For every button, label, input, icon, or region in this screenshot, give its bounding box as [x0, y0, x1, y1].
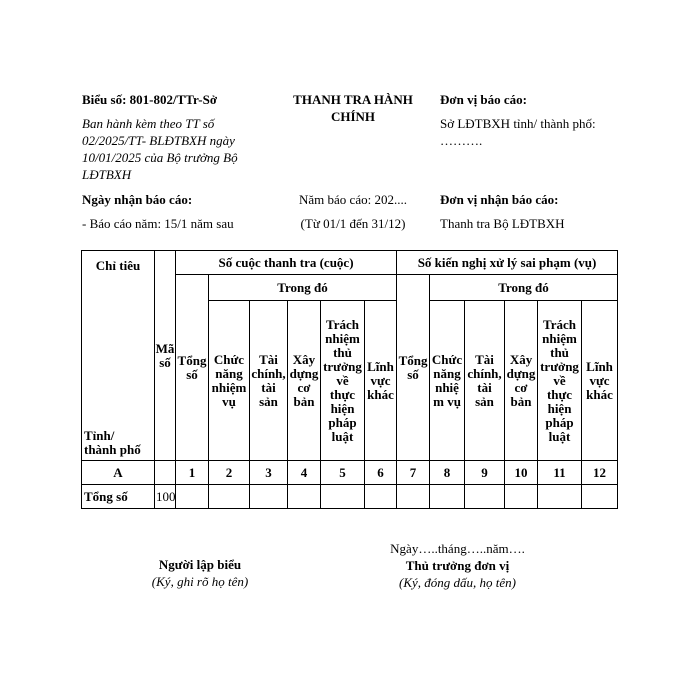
receive-date-label: Ngày nhận báo cáo: [82, 192, 193, 207]
subcolumn-header-line: năng [215, 365, 243, 381]
subcolumn-header-line: Xây [292, 351, 316, 367]
subcolumn-header-line: Lĩnh [586, 358, 613, 374]
subcolumn-header-line: nhiệm [542, 330, 577, 346]
province-label-line: Tỉnh/ [84, 428, 115, 443]
reporting-unit-label: Đơn vị báo cáo: [440, 92, 528, 107]
subcolumn-header-line: hiện [330, 400, 355, 416]
total-header-line: số [186, 366, 198, 382]
subcolumn-header-line: nhiệm [211, 379, 247, 395]
subcolumn-header-line: tài [477, 379, 492, 395]
total-cell [250, 485, 288, 509]
recommendations-subgroup-header: Trong đó [430, 275, 618, 301]
subcolumn-header-line: năng [433, 365, 461, 381]
subcolumn-header-line: Trách [543, 316, 576, 332]
head-note: (Ký, đóng dấu, họ tên) [399, 575, 516, 590]
subcolumn-header-line: Tài [475, 351, 494, 367]
column-index-cell: 5 [321, 461, 365, 485]
subcolumn-header-line: pháp [328, 414, 357, 430]
column-index-cell: 4 [288, 461, 321, 485]
inspections-subcolumn-header [365, 301, 397, 461]
recommendations-subcolumn-header [505, 301, 538, 461]
inspections-subcolumn-header [209, 301, 250, 461]
signature-date-line: Ngày…..tháng…..năm…. [390, 541, 525, 556]
total-cell [582, 485, 618, 509]
recommendations-subcolumn-header [465, 301, 505, 461]
subcolumn-header-line: khác [367, 386, 394, 402]
subcolumn-header-line: thủ [550, 344, 569, 360]
column-index-cell: 10 [505, 461, 538, 485]
subcolumn-header-line: luật [548, 428, 571, 444]
total-cell [538, 485, 582, 509]
total-cell [209, 485, 250, 509]
report-table [81, 250, 618, 509]
subcolumn-header-line: hiện [547, 400, 572, 416]
subcolumn-header-line: dựng [506, 365, 536, 381]
subcolumn-header-line: trưởng [540, 358, 579, 374]
recommendations-subcolumn-header [538, 301, 582, 461]
subcolumn-header-line: vực [370, 372, 391, 388]
column-index-cell: 6 [365, 461, 397, 485]
subcolumn-header-line: cơ [297, 379, 311, 395]
subcolumn-header-line: bản [293, 393, 315, 409]
total-row-code: 100 [155, 485, 176, 509]
subcolumn-header-line: tài [261, 379, 276, 395]
subcolumn-header-line: Lĩnh [367, 358, 394, 374]
report-period-range: (Từ 01/1 đến 31/12) [300, 216, 406, 231]
subcolumn-header-line: cơ [514, 379, 528, 395]
subcolumn-header-line: vực [589, 372, 610, 388]
code-header [155, 251, 176, 461]
subcolumn-header-line: Chức [431, 351, 463, 367]
preparer-signature [120, 556, 280, 590]
subcolumn-header-line: về [336, 372, 349, 388]
receive-date-value: - Báo cáo năm: 15/1 năm sau [82, 216, 234, 231]
receiving-unit-label: Đơn vị nhận báo cáo: [440, 192, 559, 207]
document-title [278, 91, 428, 125]
recommendations-subcolumn-header [582, 301, 618, 461]
total-cell [397, 485, 430, 509]
subcolumn-header-line: chính, [467, 365, 502, 381]
code-header-line: Mã [155, 340, 175, 356]
subcolumn-header-line: chính, [251, 365, 286, 381]
column-index-cell: A [82, 461, 155, 485]
total-header-line: số [407, 366, 419, 382]
subcolumn-header-line: sản [259, 393, 278, 409]
form-code: Biểu số: 801-802/TTr-Sở [82, 92, 218, 107]
column-index-cell: 12 [582, 461, 618, 485]
issued-line: Ban hành kèm theo TT số [82, 116, 215, 131]
column-index-cell: 2 [209, 461, 250, 485]
column-index-row [82, 461, 618, 485]
subcolumn-header-line: pháp [545, 414, 574, 430]
inspections-subgroup-header: Trong đó [209, 275, 397, 301]
inspections-subcolumn-header [321, 301, 365, 461]
reporting-unit-line: Sở LĐTBXH tỉnh/ thành phố: [440, 116, 596, 131]
recommendations-subcolumn-header [430, 301, 465, 461]
criteria-label: Chỉ tiêu [95, 258, 141, 273]
report-year: Năm báo cáo: 202.... [299, 192, 407, 207]
issued-by-text [82, 115, 277, 183]
total-cell [288, 485, 321, 509]
subcolumn-header-line: sản [475, 393, 494, 409]
recommendations-group-header: Số kiến nghị xử lý sai phạm (vụ) [397, 251, 618, 275]
subcolumn-header-line: Xây [509, 351, 533, 367]
issued-line: 02/2025/TT- BLĐTBXH ngày [82, 133, 235, 148]
subcolumn-header-line: bản [510, 393, 532, 409]
subcolumn-header-line: nhiệ [435, 379, 459, 395]
subcolumn-header-line: dựng [289, 365, 319, 381]
title-line: CHÍNH [330, 109, 376, 124]
total-row-label: Tổng số [82, 485, 155, 509]
total-header-line: Tổng [398, 352, 428, 368]
total-row [82, 485, 618, 509]
subcolumn-header-line: về [553, 372, 566, 388]
column-index-cell: 8 [430, 461, 465, 485]
column-index-cell: 9 [465, 461, 505, 485]
subcolumn-header-line: khác [586, 386, 613, 402]
subcolumn-header-line: thủ [333, 344, 352, 360]
subcolumn-header-line: Chức [213, 351, 245, 367]
issued-line: LĐTBXH [82, 167, 132, 182]
column-index-cell [155, 461, 176, 485]
column-index-cell: 7 [397, 461, 430, 485]
preparer-title: Người lập biểu [158, 557, 242, 572]
column-index-cell: 1 [176, 461, 209, 485]
reporting-unit-line: ………. [440, 133, 483, 148]
recommendations-total-header [397, 275, 430, 461]
receiving-unit-value: Thanh tra Bộ LĐTBXH [440, 216, 565, 231]
reporting-unit [440, 91, 640, 149]
code-header-line: số [159, 354, 171, 370]
form-info [82, 91, 277, 183]
subcolumn-header-line: Trách [326, 316, 359, 332]
total-cell [430, 485, 465, 509]
subcolumn-header-line: trưởng [323, 358, 362, 374]
subcolumn-header-line: thực [329, 386, 356, 402]
subcolumn-header-line: nhiệm [325, 330, 360, 346]
subcolumn-header-line: thực [546, 386, 573, 402]
title-line: THANH TRA HÀNH [293, 92, 413, 107]
head-title: Thủ trưởng đơn vị [405, 558, 510, 573]
total-cell [365, 485, 397, 509]
receiving-unit [440, 191, 640, 232]
subcolumn-header-line: m vụ [433, 393, 461, 409]
receive-date [82, 191, 282, 232]
province-label-line: thành phố [84, 442, 141, 457]
subcolumn-header-line: Tài [259, 351, 278, 367]
issued-line: 10/01/2025 của Bộ trưởng Bộ [82, 150, 238, 165]
inspections-total-header [176, 275, 209, 461]
total-header-line: Tổng [177, 352, 207, 368]
subcolumn-header-line: luật [331, 428, 354, 444]
column-index-cell: 11 [538, 461, 582, 485]
column-index-cell: 3 [250, 461, 288, 485]
total-cell [465, 485, 505, 509]
report-period [278, 191, 428, 232]
inspections-group-header: Số cuộc thanh tra (cuộc) [176, 251, 397, 275]
subcolumn-header-line: vụ [222, 393, 236, 409]
province-label [82, 429, 154, 460]
header-corner-cell [82, 251, 155, 461]
total-cell [505, 485, 538, 509]
preparer-note: (Ký, ghi rõ họ tên) [151, 574, 249, 589]
inspections-subcolumn-header [288, 301, 321, 461]
total-cell [321, 485, 365, 509]
inspections-subcolumn-header [250, 301, 288, 461]
head-signature [375, 540, 540, 591]
total-cell [176, 485, 209, 509]
